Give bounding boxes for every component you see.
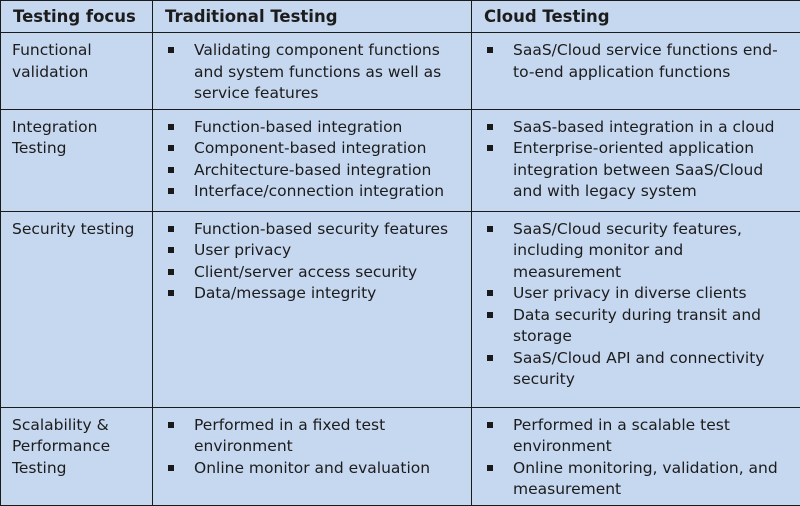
cloud-cell [472,33,800,110]
traditional-list [165,415,465,480]
list-item-text: Performed in a scalable test environment [513,416,730,456]
cloud-list [484,40,794,83]
list-item [165,181,465,203]
table-row [1,109,800,211]
list-item-text: Data security during transit and storage [513,306,761,346]
traditional-list [165,117,465,203]
traditional-list [165,219,465,305]
traditional-cell [153,33,472,110]
list-item-text: Online monitoring, validation, and measurement [513,459,778,499]
bullet-icon [168,167,174,173]
list-item [165,117,465,139]
traditional-list [165,40,465,105]
focus-cell: Functional validation [1,33,153,110]
header-cloud-testing: Cloud Testing [472,1,800,33]
list-item-text: SaaS/Cloud API and connectivity security [513,349,764,389]
list-item-text: SaaS/Cloud service functions end-to-end application functions [513,41,778,81]
list-item [165,160,465,182]
list-item [165,240,465,262]
traditional-cell [153,109,472,211]
list-item [165,138,465,160]
cloud-cell [472,109,800,211]
list-item [484,458,794,501]
table-row [1,33,800,110]
bullet-icon [487,226,493,232]
list-item-text: Performed in a fixed test environment [194,416,385,456]
bullet-icon [168,188,174,194]
list-item [484,283,794,305]
list-item-text: Function-based integration [194,118,402,136]
list-item [165,415,465,458]
header-testing-focus: Testing focus [1,1,153,33]
list-item-text: User privacy [194,241,291,259]
bullet-icon [168,226,174,232]
list-item [484,348,794,391]
list-item [165,458,465,480]
list-item-text: Data/message integrity [194,284,376,302]
table-row [1,211,800,407]
list-item [165,262,465,284]
list-item [484,138,794,203]
cloud-cell [472,211,800,407]
bullet-icon [168,269,174,275]
bullet-icon [168,247,174,253]
bullet-icon [487,312,493,318]
cloud-list [484,117,794,203]
list-item [165,219,465,241]
bullet-icon [487,422,493,428]
bullet-icon [168,422,174,428]
header-row [1,1,800,33]
list-item [484,40,794,83]
list-item [484,305,794,348]
bullet-icon [168,124,174,130]
bullet-icon [168,47,174,53]
bullet-icon [487,47,493,53]
table-row [1,407,800,505]
list-item-text: Function-based security features [194,220,448,238]
focus-cell: Scalability & Performance Testing [1,407,153,505]
bullet-icon [487,355,493,361]
list-item-text: Validating component functions and system functions as well as service features [194,41,441,102]
list-item-text: Online monitor and evaluation [194,459,430,477]
traditional-cell [153,407,472,505]
list-item-text: Interface/connection integration [194,182,444,200]
bullet-icon [487,290,493,296]
bullet-icon [168,465,174,471]
list-item-text: SaaS-based integration in a cloud [513,118,775,136]
traditional-cell [153,211,472,407]
list-item [484,117,794,139]
bullet-icon [168,290,174,296]
list-item-text: Client/server access security [194,263,417,281]
focus-cell: Security testing [1,211,153,407]
list-item-text: Component-based integration [194,139,426,157]
bullet-icon [487,145,493,151]
cloud-cell [472,407,800,505]
list-item [484,219,794,284]
list-item-text: Enterprise-oriented application integration between SaaS/Cloud and with legacy system [513,139,763,200]
list-item-text: Architecture-based integration [194,161,431,179]
list-item [165,40,465,105]
cloud-list [484,219,794,391]
bullet-icon [487,465,493,471]
bullet-icon [168,145,174,151]
cloud-list [484,415,794,501]
list-item [165,283,465,305]
bullet-icon [487,124,493,130]
list-item-text: SaaS/Cloud security features, including monitor and measurement [513,220,742,281]
header-traditional-testing: Traditional Testing [153,1,472,33]
list-item-text: User privacy in diverse clients [513,284,747,302]
list-item [484,415,794,458]
focus-cell: Integration Testing [1,109,153,211]
